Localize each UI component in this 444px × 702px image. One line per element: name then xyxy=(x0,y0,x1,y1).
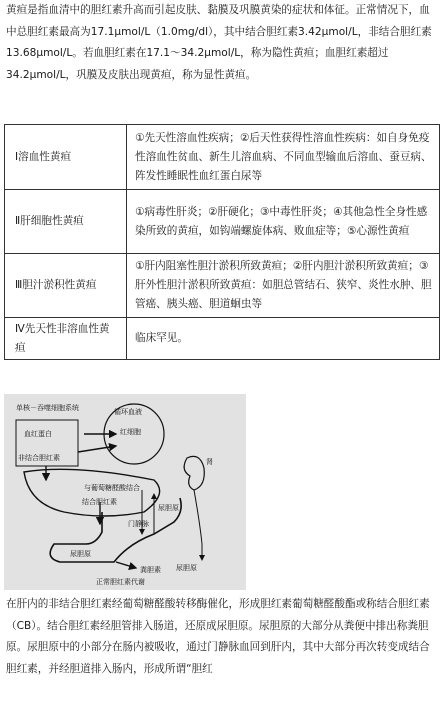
type-cell: Ⅱ肝细胞性黄疸 xyxy=(5,190,127,254)
type-cell: Ⅲ胆汁淤积性黄疸 xyxy=(5,254,127,318)
label-res: 单核－吞噬细胞系统 xyxy=(16,404,79,412)
type-cell: Ⅳ先天性非溶血性黄疸 xyxy=(5,318,127,360)
arrow-line xyxy=(78,446,116,452)
label-uro2: 尿胆原 xyxy=(176,564,197,572)
label-uro3: 尿胆原 xyxy=(70,550,91,558)
type-cell: Ⅰ溶血性黄疸 xyxy=(5,125,127,190)
label-uro1: 尿胆原 xyxy=(158,504,179,512)
table-row xyxy=(5,318,440,360)
table-row xyxy=(5,190,440,254)
table-row xyxy=(5,254,440,318)
body-paragraph: 在肝内的非结合胆红素经葡萄糖醛酸转移酶催化，形成胆红素葡萄糖醛酸酯或称结合胆红素（CB）。结合胆红素经胆管排入肠道，还原成尿胆原。尿胆原的大部分从粪便中排出称粪胆原。尿胆原中的小部分在肠内被吸收，通过门静脉血回到肝内，其中大部分再次转变成结合胆红素，并经胆道排入肠内，形成所谓“胆红 xyxy=(6,598,430,675)
intro-paragraph: 黄疸是指血清中的胆红素升高而引起皮肤、黏膜及巩膜黄染的症状和体征。正常情况下，血中总胆红素最高为17.1μmol/L（1.0mg/dl），其中结合胆红素3.42μmol/L，非结合胆红素13.68μmol/L。若血胆红素在17.1～34.2μmol/L，称为隐性黄疸；血胆红素超过34.2μmol/L，巩膜及皮肤出现黄疸，称为显性黄疸。 xyxy=(6,4,432,81)
liver-outline xyxy=(24,469,160,516)
bilirubin-metabolism-figure xyxy=(4,394,246,590)
cause-cell: ①肝内阻塞性胆汁淤积所致黄疸；②肝内胆汁淤积所致黄疸；③肝外性胆汁淤积所致黄疸：如胆总管结石、狭窄、炎性水肿、胆管癌、胰头癌、胆道蛔虫等 xyxy=(127,254,440,318)
bilirubin-metabolism-diagram xyxy=(4,394,246,590)
cause-cell: 临床罕见。 xyxy=(127,318,440,360)
label-rbc: 红细胞 xyxy=(120,428,141,436)
label-conj: 结合胆红素 xyxy=(82,498,117,506)
jaundice-classification-table xyxy=(4,124,440,360)
label-unconj: 非结合胆红素 xyxy=(18,454,60,462)
label-portal: 门静脉 xyxy=(128,520,149,528)
label-kidney: 肾 xyxy=(206,458,213,466)
diagram-caption: 正常胆红素代谢 xyxy=(96,578,145,586)
kidney-outline xyxy=(184,456,204,490)
label-stercob: 粪胆素 xyxy=(140,566,161,574)
cause-cell: ①先天性溶血性疾病；②后天性获得性溶血性疾病：如自身免疫性溶血性贫血、新生儿溶血病、不同血型输血后溶血、蚕豆病、阵发性睡眠性血红蛋白尿等 xyxy=(127,125,440,190)
table-row xyxy=(5,125,440,190)
label-hb: 血红蛋白 xyxy=(24,430,52,438)
ureter-line xyxy=(194,490,202,544)
arrow-line xyxy=(116,562,136,568)
label-blood: 循环血液 xyxy=(114,408,142,416)
cause-cell: ①病毒性肝炎；②肝硬化；③中毒性肝炎；④其他急性全身性感染所致的黄疸，如钩端螺旋体病、败血症等；⑤心源性黄疸 xyxy=(127,190,440,254)
label-glucu: 与葡萄糖醛酸结合 xyxy=(84,484,140,492)
